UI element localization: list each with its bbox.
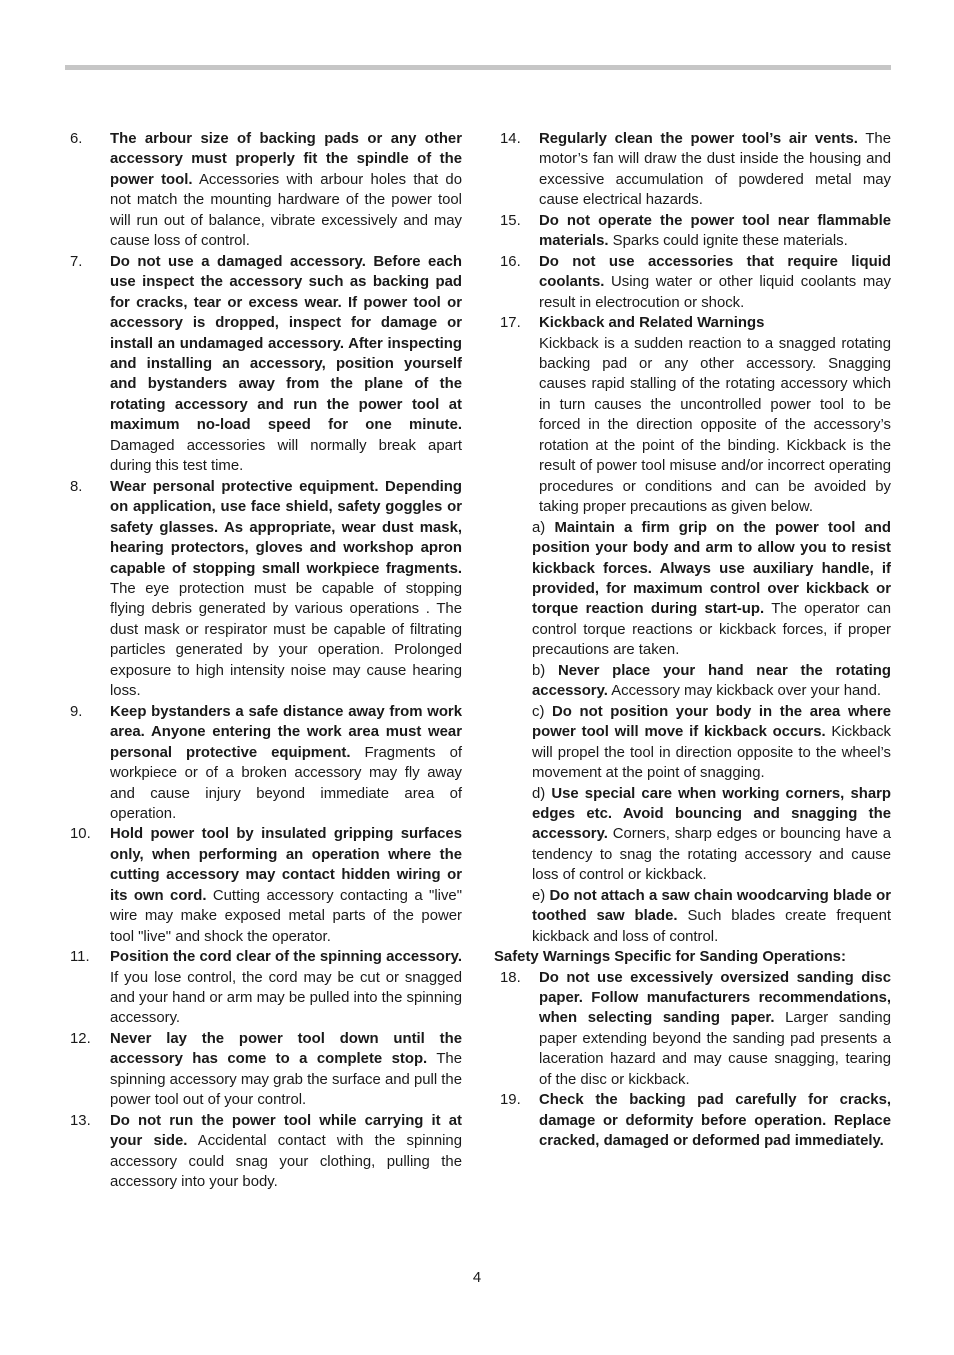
list-item: 16. Do not use accessories that require liquid coolants. Using water or other liquid coolants may result in electrocution or shock.	[500, 253, 891, 311]
kickback-title: Kickback and Related Warnings	[539, 315, 765, 332]
kickback-sub-item: b) Never place your hand near the rotating accessory. Accessory may kickback over your hand.	[532, 662, 891, 700]
list-item: 15. Do not operate the power tool near flammable materials. Sparks could ignite these materials.	[500, 212, 891, 250]
list-item: 12. Never lay the power tool down until the accessory has come to a complete stop. The spinning accessory may grab the surface and pull the power tool out of your control.	[70, 1030, 462, 1109]
list-item: 8. Wear personal protective equipment. Depending on application, use face shield, safety goggles or safety glasses. As appropriate, wear dust mask, hearing protectors, gloves and workshop apron capable of stopping small workpiece fragments. The eye protection must be capable of stopping flying debris generated by various operations . The dust mask or respirator must be capable of filtrating particles generated by your operation. Prolonged exposure to high intensity noise may cause hearing loss.	[70, 478, 462, 700]
left-column	[70, 129, 462, 1193]
sanding-heading: Safety Warnings Specific for Sanding Operations:	[494, 949, 846, 966]
list-item: 7. Do not use a damaged accessory. Before each use inspect the accessory such as backing pad for cracks, tear or excess wear. If power tool or accessory is dropped, inspect for damage or install an undamaged accessory. After inspecting and installing an accessory, position yourself and bystanders away from the plane of the rotating accessory and run the power tool at maximum no-load speed for one minute. Damaged accessories will normally break apart during this test time.	[70, 253, 462, 475]
list-item: 11. Position the cord clear of the spinning accessory. If you lose control, the cord may be cut or snagged and your hand or arm may be pulled into the spinning accessory.	[70, 949, 462, 1027]
kickback-sub-item: d) Use special care when working corners, sharp edges etc. Avoid bouncing and snagging the accessory. Corners, sharp edges or bouncing have a tendency to snag the rotating accessory and cause loss of control or kickback.	[532, 785, 891, 884]
kickback-sub-item: a) Maintain a firm grip on the power tool and position your body and arm to allow you to resist kickback forces. Always use auxiliary handle, if provided, for maximum control over kickback or torque reaction during start-up. The operator can control torque reactions or kickback forces, if proper precautions are taken.	[532, 519, 891, 659]
kickback-intro: Kickback is a sudden reaction to a snagged rotating backing pad or any other accessory. Snagging causes rapid stalling of the rotating accessory which in turn causes the uncontrolled power tool to be forced in the direction opposite of the accessory’s rotation at the point of the binding. Kickback is the result of power tool misuse and/or incorrect operating procedures or conditions and can be avoided by taking proper precautions as given below.	[539, 335, 891, 516]
list-item: 14. Regularly clean the power tool’s air vents. The motor’s fan will draw the dust inside the housing and excessive accumulation of powdered metal may cause electrical hazards.	[500, 131, 891, 209]
list-item: 9. Keep bystanders a safe distance away from work area. Anyone entering the work area must wear personal protective equipment. Fragments of workpiece or of a broken accessory may fly away and cause injury beyond immediate area of operation.	[70, 703, 462, 822]
kickback-sub-item: e) Do not attach a saw chain woodcarving blade or toothed saw blade. Such blades create frequent kickback and loss of control.	[532, 887, 891, 945]
list-item: 6. The arbour size of backing pads or any other accessory must properly fit the spindle of the power tool. Accessories with arbour holes that do not match the mounting hardware of the power tool will run out of balance, vibrate excessively and may cause loss of control.	[70, 131, 462, 250]
right-column	[494, 129, 891, 1152]
list-item: 18. Do not use excessively oversized sanding disc paper. Follow manufacturers recommendations, when selecting sanding paper. Larger sanding paper extending beyond the sanding pad presents a laceration hazard and may cause snagging, tearing of the disc or kickback.	[500, 969, 891, 1088]
list-item: 10. Hold power tool by insulated gripping surfaces only, when performing an operation where the cutting accessory may contact hidden wiring or its own cord. Cutting accessory contacting a "live" wire may make exposed metal parts of the power tool "live" and shock the operator.	[70, 826, 462, 945]
list-item: 19. Check the backing pad carefully for cracks, damage or deformity before operation. Replace cracked, damaged or deformed pad immediately.	[500, 1092, 891, 1150]
kickback-item: 17. Kickback and Related Warnings Kickback is a sudden reaction to a snagged rotating backing pad or any other accessory. Snagging causes rapid stalling of the rotating accessory which in turn causes the uncontrolled power tool to be forced in the direction opposite of the accessory’s rotation at the point of the binding. Kickback is the result of power tool misuse and/or incorrect operating procedures or conditions and can be avoided by taking proper precautions as given below.	[494, 313, 891, 518]
list-item: 13. Do not run the power tool while carrying it at your side. Accidental contact with the spinning accessory could snag your clothing, pulling the accessory into your body.	[70, 1112, 462, 1191]
kickback-sub-item: c) Do not position your body in the area where power tool will move if kickback occurs. Kickback will propel the tool in direction opposite to the wheel’s movement at the point of snagging.	[532, 703, 891, 782]
header-rule	[65, 65, 891, 70]
page-number: 4	[472, 1270, 482, 1286]
